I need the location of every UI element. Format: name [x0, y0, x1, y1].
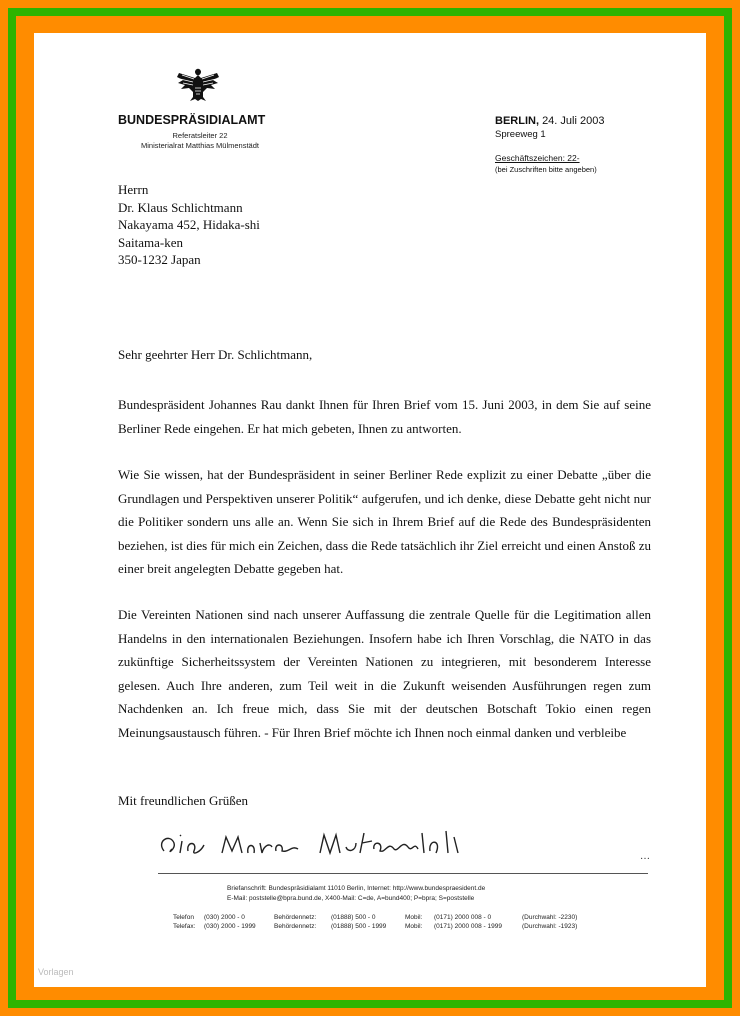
handwritten-signature — [152, 823, 512, 863]
sender-position: Referatsleiter 22 — [172, 131, 228, 140]
address-line: 350-1232 Japan — [118, 252, 201, 267]
footer-mobile-label: Mobil: — [405, 914, 423, 921]
dateline — [495, 115, 604, 127]
footer-net-fax: (01888) 500 - 1999 — [331, 923, 387, 930]
reference-note: (bei Zuschriften bitte angeben) — [495, 165, 597, 174]
address-line: Nakayama 452, Hidaka-shi — [118, 217, 260, 232]
address-line: Dr. Klaus Schlichtmann — [118, 199, 243, 215]
signature-mark: … — [640, 851, 651, 862]
dateline-street: Spreeweg 1 — [495, 129, 546, 140]
watermark: Vorlagen — [38, 967, 74, 977]
reference-label: Geschäftszeichen: 22- — [495, 153, 580, 163]
dateline-city: BERLIN, — [495, 115, 539, 127]
footer-net-label: Behördennetz: — [274, 923, 317, 930]
sender-official: Ministerialrat Matthias Mülmenstädt — [141, 141, 259, 150]
footer-mobile-label: Mobil: — [405, 923, 423, 930]
footer-email: E-Mail: poststelle@bpra.bund.de, X400-Mail: C=de, A=bund400; P=bpra; S=poststelle — [227, 895, 475, 902]
footer-postal-address: Briefanschrift: Bundespräsidialamt 11010 Berlin, Internet: http://www.bundespraesident.de — [227, 885, 486, 892]
address-line: Saitama-ken — [118, 234, 183, 250]
footer-direct-phone: (Durchwahl: -2230) — [522, 914, 578, 921]
footer-direct-fax: (Durchwahl: -1923) — [522, 923, 578, 930]
footer-fax-label: Telefax: — [173, 923, 196, 930]
sender-office: BUNDESPRÄSIDIALAMT — [118, 113, 266, 127]
footer-mobile-fax: (0171) 2000 008 - 1999 — [434, 923, 502, 930]
dateline-date: 24. Juli 2003 — [542, 115, 605, 127]
footer-net-phone: (01888) 500 - 0 — [331, 914, 376, 921]
recipient-address — [118, 181, 260, 269]
footer-net-label: Behördennetz: — [274, 914, 317, 921]
footer-fax: (030) 2000 - 1999 — [204, 923, 256, 930]
letter-page — [34, 33, 706, 987]
address-line: Herrn — [118, 182, 149, 197]
salutation: Sehr geehrter Herr Dr. Schlichtmann, — [118, 347, 313, 362]
body-paragraph: Bundespräsident Johannes Rau dankt Ihnen für Ihren Brief vom 15. Juni 2003, in dem Sie auf seine Berliner Rede eingehen. Er hat mich gebeten, Ihnen zu antworten. — [118, 397, 651, 436]
footer-divider — [158, 873, 648, 874]
body-paragraph: Die Vereinten Nationen sind nach unserer Auffassung die zentrale Quelle für die Legitimation allen Handelns in den internationalen Beziehungen. Insofern habe ich Ihren Vorschlag, die NATO in das zukünftige Sicherheitssystem der Vereinten Nationen zu integrieren, mit besonderem Interesse gelesen. Auch Ihre anderen, zum Teil weit in die Zukunft weisenden Ausführungen regen zum Nachdenken an. Ich freue mich, dass Sie mit der deutschen Botschaft Tokio einen regen Meinungsaustausch führen. - Für Ihren Brief möchte ich Ihnen noch einmal danken und verbleibe — [118, 607, 651, 740]
federal-eagle-icon — [176, 68, 220, 102]
footer-mobile-phone: (0171) 2000 008 - 0 — [434, 914, 492, 921]
footer-phone: (030) 2000 - 0 — [204, 914, 245, 921]
body-paragraph: Wie Sie wissen, hat der Bundespräsident in seiner Berliner Rede explizit zu einer Debatte „über die Grundlagen und Perspektiven unserer Politik“ aufgerufen, und ich denke, diese Debatte geht nicht nur die Politiker sondern uns alle an. Wenn Sie sich in Ihrem Brief auf die Rede des Bundespräsidenten beziehen, ist dies für mich ein Zeichen, dass die Rede tatsächlich ihr Ziel erreicht und einen Anstoß zu einer breit angelegten Debatte gegeben hat. — [118, 467, 651, 576]
footer-phone-label: Telefon — [173, 914, 194, 921]
closing: Mit freundlichen Grüßen — [118, 793, 248, 808]
